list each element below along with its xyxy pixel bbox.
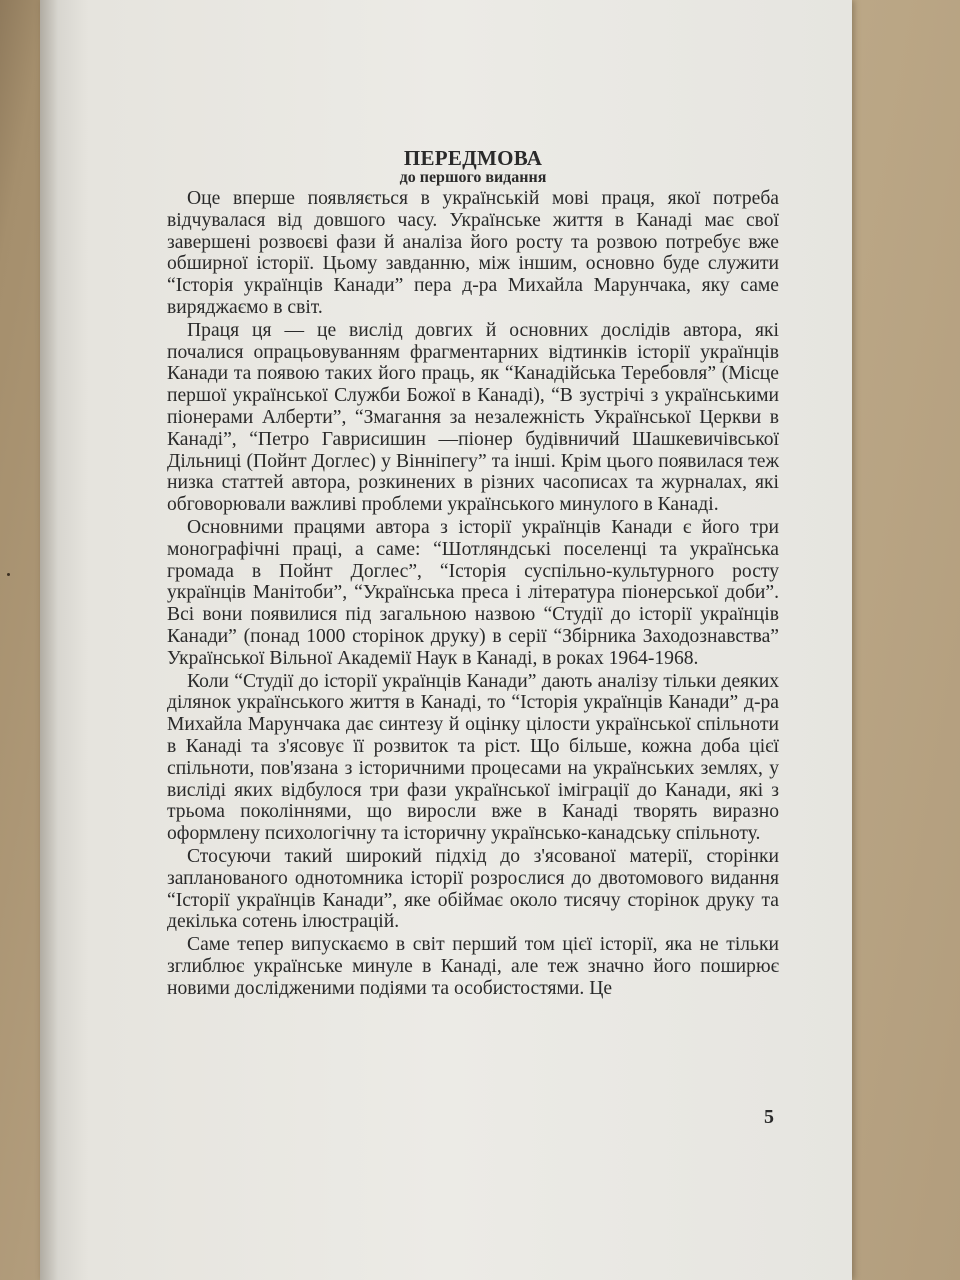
paragraph-6: Саме тепер випускаємо в світ перший том цієї історії, яка не тільки зглиблює українське минуле в Канаді, але теж значно його поширює новими дослідженими подіями та особистостями. Це	[167, 934, 779, 999]
paragraph-2: Праця ця — це вислід довгих й основних дослідів автора, які почалися опрацьовуванням фрагментарних відтинків історії українців Канади та появою таких його праць, як “Канадійська Теребовля” (Місце першої української Служби Божої в Канаді), “В зустрічі з українськими піонерами Алберти”, “Змагання за незалежність Української Церкви в Канаді”, “Петро Гаврисишин —піонер будівничий Шашкевичівської Дільниці (Пойнт Доглес) у Вінніпегу” та інші. Крім цього появилася теж низка статтей автора, розкинених в різних часописах та журналах, які обговорювали важливі проблеми українського минулого в Канаді.	[167, 319, 779, 516]
page-subtitle: до першого видання	[399, 169, 547, 186]
page-text	[167, 148, 779, 999]
paragraph-3: Основними працями автора з історії українців Канади є його три монографічні праці, а саме: “Шотляндські поселенці та українська громада в Пойнт Доглес”, “Історія суспільно-культурного росту українців Манітоби”, “Українська преса і література піонерської доби”. Всі вони появилися під загальною назвою “Студії до історії українців Канади” (понад 1000 сторінок друку) в серії “Збірника Заходознавства” Української Вільної Академії Наук в Канаді, в роках 1964-1968.	[167, 516, 779, 669]
paragraph-1: Оце вперше появляється в українській мові праця, якої потреба відчувалася від довшого часу. Українське життя в Канаді має свої завершені розвоєві фази й аналіза його росту та розвою потребує вже обширної історії. Цьому завданню, між іншим, основно буде служити “Історія українців Канади” пера д-ра Михайла Марунчака, яку саме виряджаємо в світ.	[167, 188, 779, 318]
page-number: 5	[764, 1106, 774, 1128]
paragraph-5: Стосуючи такий широкий підхід до з'ясованої матерії, сторінки запланованого однотомника історії розрослися до двотомового видання “Історії українців Канади”, яке обіймає около тисячу сторінок друку та декілька сотень ілюстрацій.	[167, 845, 779, 933]
ink-speck	[7, 573, 10, 576]
paragraph-4: Коли “Студії до історії українців Канади” дають аналізу тільки деяких ділянок українського життя в Канаді, то “Історія українців Канади” д-ра Михайла Марунчака дає синтезу й оцінку цілости української спільноти в Канаді та з'ясовує її розвиток та ріст. Що більше, кожна доба цієї спільноти, пов'язана з історичними процесами на українських землях, у вислідi яких відбулося три фази української іміграції до Канади, які з трьома поколіннями, що виросли вже в Канаді творять виразно оформлену психологічну та історичну українсько-канадську спільноту.	[167, 670, 779, 845]
page-title: ПЕРЕДМОВА	[403, 146, 543, 170]
page-gutter-shadow	[40, 0, 58, 1280]
